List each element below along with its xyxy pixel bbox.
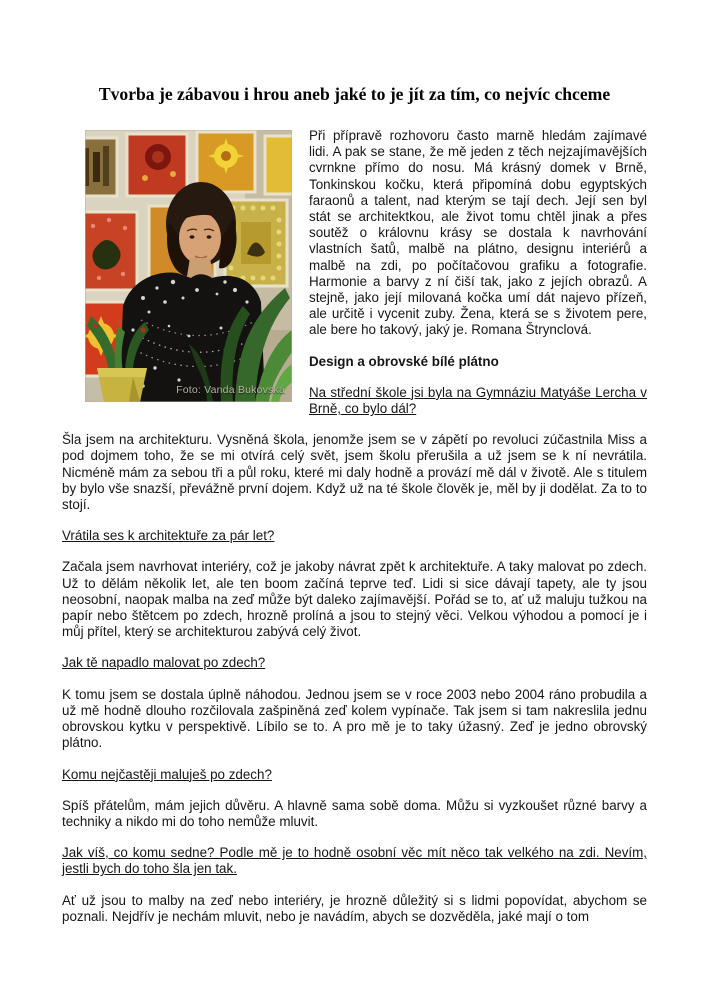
article-body	[62, 128, 647, 925]
interview-question-4: Komu nejčastěji maluješ po zdech?	[62, 766, 272, 782]
interview-question-5: Jak víš, co komu sedne? Podle mě je to hodně osobní věc mít něco tak velkého na zdi. Nevím, jestli bych do toho šla jen tak.	[62, 845, 647, 877]
interview-question-3: Jak tě napadlo malovat po zdech?	[62, 655, 266, 671]
interview-answer-4: Spíš přátelům, mám jejich důvěru. A hlavně sama sobě doma. Můžu si vyzkoušet různé barvy a techniky a nikdo mi do toho nemůže mluvit.	[62, 797, 647, 829]
interview-question-1: Na střední škole jsi byla na Gymnáziu Matyáše Lercha v Brně, co bylo dál?	[309, 384, 647, 417]
interview-answer-5: Ať už jsou to malby na zeď nebo interiéry, je hrozně důležitý si s lidmi popovídat, abychom se poznali. Nejdřív je nechám mluvit, nebo je navádím, abych se dozvěděla, jaké mají o tom	[62, 892, 647, 924]
woman-portrait-illustration	[85, 130, 292, 402]
interview-answer-3: K tomu jsem se dostala úplně náhodou. Jednou jsem se v roce 2003 nebo 2004 ráno probudila a už mě hodně dlouho rozčilovala zašpiněná zeď kolem vypínače. Tak jsem si tam nakreslila jednu obrovskou kytku v perspektivě. Líbilo se to. A pro mě je to taky úžasný. Zeď je jedno obrovský plátno.	[62, 686, 647, 751]
section-heading: Design a obrovské bílé plátno	[309, 353, 499, 369]
interview-answer-1: Šla jsem na architekturu. Vysněná škola, jenomže jsem se v zápětí po revoluci zúčastnila Miss a pod dojmem toho, že se mi otvírá celý svět, jsem školu přerušila a už jsem se k ní nevrátila. Nicméně mám za sebou tři a půl roku, které mi daly hodně a provází mě dál v životě. Ale s titulem by bylo vše snazší, převážně první dojem. Když už na té škole člověk je, měl by ji dodělat. Za to to stojí.	[62, 432, 647, 513]
interview-answer-2: Začala jsem navrhovat interiéry, což je jakoby návrat zpět k architektuře. A taky malovat po zdech. Už to dělám několik let, ale ten boom začíná teprve teď. Lidi si sice dávají tapety, ale ty jsou neosobní, naopak malba na zeď může být daleko zajímavější. Pořád se to, ať už maluju tužkou na papír nebo štětcem po zdech, hrozně prolíná a jsou to stejný věci. Velkou výhodou a pomocí je i můj přítel, který se architekturou zabývá celý život.	[62, 559, 647, 640]
intro-paragraph: Při přípravě rozhovoru často marně hledám zajímavé lidi. A pak se stane, že mě jeden z těch nejzajímavějších cvrnkne přímo do nosu. Má krásný domek v Brně, Tonkinskou kočku, která připomíná dobu egyptských faraonů a talent, nad kterým se tají dech. Její sen byl stát se architektkou, ale život tomu chtěl jinak a přes soutěž o královnu krásy se dostala k navrhování vlastních šatů, malbě na plátno, designu interiérů a malbě na zdi, po počítačovou grafiku a fotografie. Harmonie a barvy z ní čiší tak, jako z jejích obrazů. A stejně, jako její milovaná kočka umí dát najevo přízeň, ale určitě i vycenit zuby. Žena, která se s životem pere, ale bere ho takový, jaký je. Romana Štrynclová.	[309, 128, 647, 338]
interview-question-2: Vrátila ses k architektuře za pár let?	[62, 528, 275, 544]
page-title: Tvorba je zábavou i hrou aneb jaké to je jít za tím, co nejvíc chceme	[98, 84, 611, 104]
photo-caption: Foto: Vanda Bukovská	[176, 384, 285, 396]
portrait-photo	[85, 130, 292, 402]
